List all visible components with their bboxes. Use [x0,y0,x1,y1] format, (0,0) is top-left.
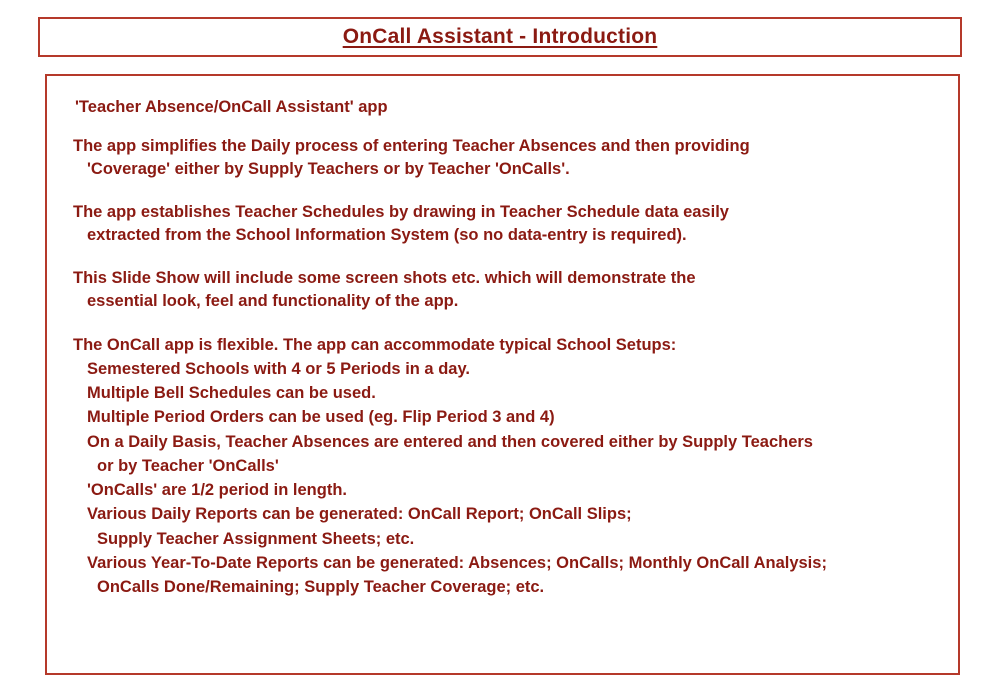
body-line: The app simplifies the Daily process of entering Teacher Absences and then providing [73,137,750,155]
intro-spacer [73,117,932,135]
body-line: essential look, feel and functionality of the app. [87,292,459,311]
page-title: OnCall Assistant - Introduction [342,25,658,48]
paragraph-3 [73,267,932,314]
body-line: On a Daily Basis, Teacher Absences are entered and then covered either by Supply Teachers [87,432,813,451]
body-line: The app establishes Teacher Schedules by drawing in Teacher Schedule data easily [73,202,729,221]
body-line: The OnCall app is flexible. The app can accommodate typical School Setups: [73,335,677,354]
body-line: Semestered Schools with 4 or 5 Periods in a day. [87,359,470,378]
paragraph-1 [73,135,932,182]
paragraph-4 [73,333,932,600]
body-line: extracted from the School Information System (so no data-entry is required). [87,226,687,245]
body-line: Multiple Period Orders can be used (eg. Flip Period 3 and 4) [87,408,555,427]
body-line: or by Teacher 'OnCalls' [97,456,279,475]
body-line: 'OnCalls' are 1/2 period in length. [87,481,347,500]
slide-body-box [45,74,960,675]
body-line: Supply Teacher Assignment Sheets; etc. [97,529,415,548]
body-line: OnCalls Done/Remaining; Supply Teacher Coverage; etc. [97,578,545,597]
slide-title-box [38,17,962,57]
body-line: Various Year-To-Date Reports can be generated: Absences; OnCalls; Monthly OnCall Analysis; [87,553,827,572]
intro-line: 'Teacher Absence/OnCall Assistant' app [75,98,388,116]
body-line: Multiple Bell Schedules can be used. [87,384,376,403]
paragraph-2 [73,201,932,248]
body-line: This Slide Show will include some screen shots etc. which will demonstrate the [73,268,696,287]
body-line: 'Coverage' either by Supply Teachers or by Teacher 'OnCalls'. [87,160,570,179]
body-line: Various Daily Reports can be generated: OnCall Report; OnCall Slips; [87,505,632,524]
